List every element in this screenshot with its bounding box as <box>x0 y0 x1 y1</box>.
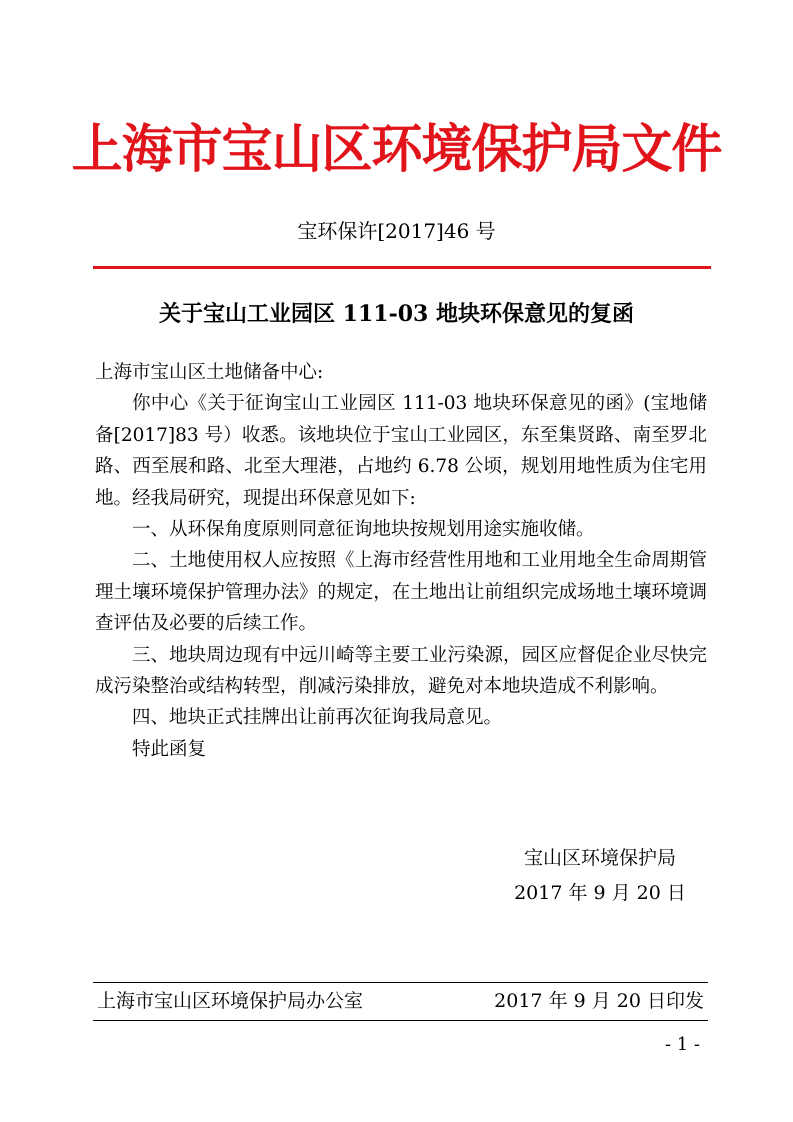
document-number: 宝环保许[2017]46 号 <box>297 219 496 243</box>
body-paragraph-item-1: 一、从环保角度原则同意征询地块按规划用途实施收储。 <box>132 519 595 541</box>
body-paragraph-item-2: 二、土地使用权人应按照《上海市经营性用地和工业用地全生命周期管理土壤环境保护管理办法》的规定，在土地出让前组织完成场地土壤环境调查评估及必要的后续工作。 <box>95 550 707 635</box>
body-paragraph-intro: 你中心《关于征询宝山工业园区 111-03 地块环保意见的函》(宝地储备[2017]83 号）收悉。该地块位于宝山工业园区，东至集贤路、南至罗北路、西至展和路、北至大理港，占地约 6.78 公顷，规划用地性质为住宅用地。经我局研究，现提出环保意见如下: <box>95 393 707 509</box>
document-body <box>95 357 707 765</box>
signature-date: 2017 年 9 月 20 日 <box>514 882 686 904</box>
body-paragraph-item-4: 四、地块正式挂牌出让前再次征询我局意见。 <box>132 707 503 729</box>
footer-print-date: 2017 年 9 月 20 日印发 <box>494 990 704 1012</box>
body-paragraph-item-3: 三、地块周边现有中远川崎等主要工业污染源，园区应督促企业尽快完成污染整治或结构转型，削减污染排放，避免对本地块造成不利影响。 <box>95 644 707 698</box>
footer-top-rule <box>93 982 708 983</box>
footer-bottom-rule <box>93 1020 708 1021</box>
document-masthead: 上海市宝山区环境保护局文件 <box>71 119 722 180</box>
red-divider-line <box>93 266 711 269</box>
salutation: 上海市宝山区土地储备中心: <box>95 362 324 383</box>
footer-issuing-office: 上海市宝山区环境保护局办公室 <box>97 990 364 1012</box>
page-number: - 1 - <box>664 1034 700 1055</box>
body-paragraph-closing: 特此函复 <box>132 738 207 760</box>
signature-block <box>500 841 700 911</box>
signature-issuer: 宝山区环境保护局 <box>523 847 676 869</box>
document-title: 关于宝山工业园区 111-03 地块环保意见的复函 <box>159 301 634 327</box>
